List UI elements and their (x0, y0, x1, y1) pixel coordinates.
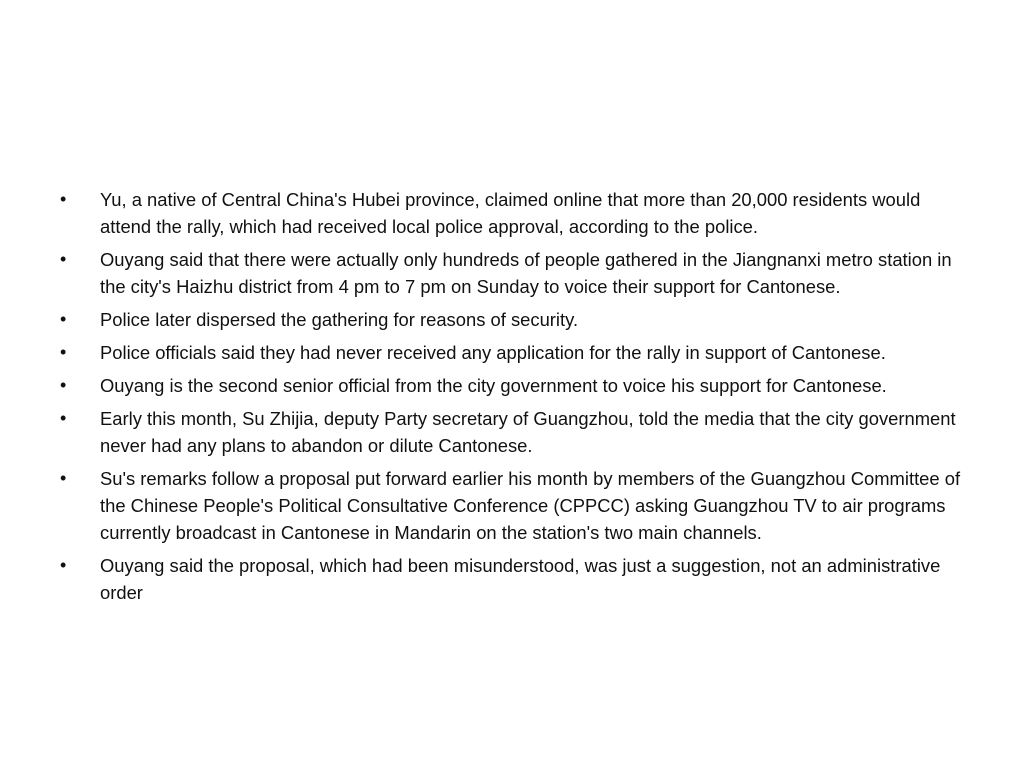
bullet-item (60, 306, 965, 333)
bullet-point-icon: • (60, 408, 67, 428)
bullet-point-icon: • (60, 468, 67, 488)
bullet-point-icon: • (60, 249, 67, 269)
bullet-text: Ouyang said that there were actually only hundreds of people gathered in the Jiangnanxi metro station in the city's Haizhu district from 4 pm to 7 pm on Sunday to voice their support for Cantonese. (100, 249, 952, 297)
bullet-text: Ouyang is the second senior official from the city government to voice his support for Cantonese. (100, 375, 887, 396)
bullet-text: Police officials said they had never received any application for the rally in support of Cantonese. (100, 342, 886, 363)
bullet-item (60, 186, 965, 240)
bullet-item (60, 339, 965, 366)
bullet-text: Ouyang said the proposal, which had been misunderstood, was just a suggestion, not an administrative order (100, 555, 941, 603)
bullet-item (60, 465, 965, 546)
bullet-point-icon: • (60, 375, 67, 395)
bullet-item (60, 372, 965, 399)
bullet-point-icon: • (60, 189, 67, 209)
bullet-list (60, 186, 965, 612)
bullet-text: Police later dispersed the gathering for reasons of security. (100, 309, 579, 330)
bullet-text: Yu, a native of Central China's Hubei province, claimed online that more than 20,000 residents would attend the rally, which had received local police approval, according to the police. (100, 189, 921, 237)
bullet-text: Su's remarks follow a proposal put forward earlier his month by members of the Guangzhou Committee of the Chinese People's Political Consultative Conference (CPPCC) asking Guangzhou TV to air programs currently broadcast in Cantonese in Mandarin on the station's two main channels. (100, 468, 961, 543)
bullet-point-icon: • (60, 309, 67, 329)
bullet-text: Early this month, Su Zhijia, deputy Party secretary of Guangzhou, told the media that the city government never had any plans to abandon or dilute Cantonese. (100, 408, 956, 456)
bullet-item (60, 552, 965, 606)
bullet-point-icon: • (60, 342, 67, 362)
bullet-item (60, 246, 965, 300)
bullet-item (60, 405, 965, 459)
bullet-point-icon: • (60, 555, 67, 575)
